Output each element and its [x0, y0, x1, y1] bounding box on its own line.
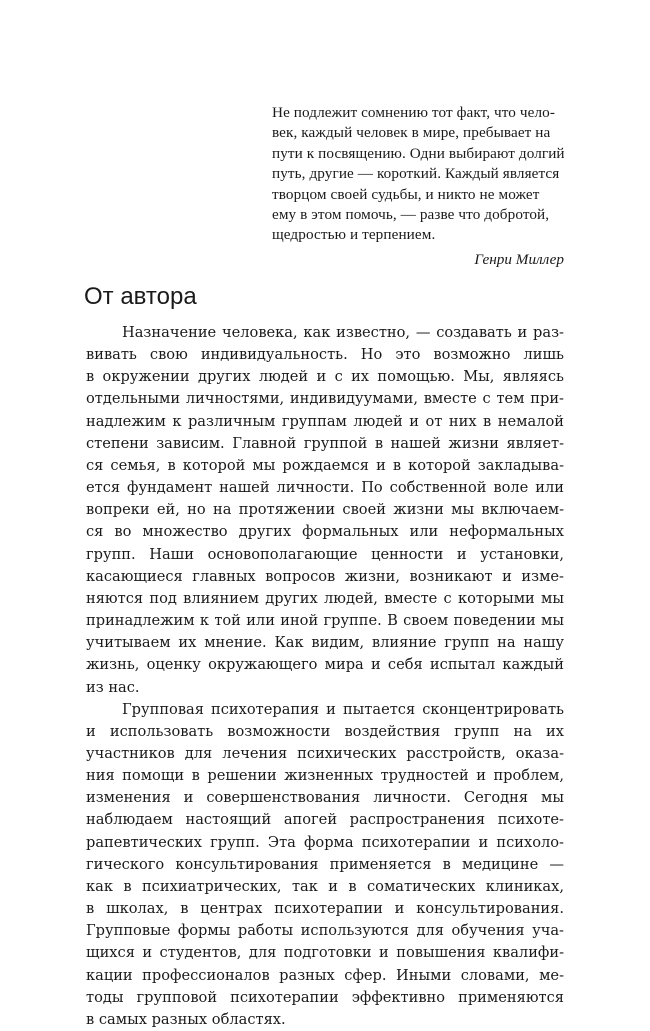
text-line: щихся и студентов, для подготовки и повышения квалифи- [86, 944, 564, 962]
text-line: как в психиатрических, так и в соматических клиниках, [86, 877, 564, 895]
epigraph-line: век, каждый человек в мире, пребывает на [272, 124, 551, 142]
text-line: отдельными личностями, индивидуумами, вместе с тем при- [86, 390, 564, 408]
text-line: тоды групповой психотерапии эффективно применяются [86, 988, 564, 1006]
epigraph-author: Генри Миллер [474, 250, 564, 268]
text-line: няются под влиянием других людей, вместе с которыми мы [86, 589, 564, 607]
text-line: вопреки ей, но на протяжении своей жизни мы включаем- [86, 501, 564, 519]
text-line: вивать свою индивидуальность. Но это возможно лишь [86, 346, 564, 364]
text-line: рапевтических групп. Эта форма психотерапии и психоло- [86, 833, 564, 851]
text-line: принадлежим к той или иной группе. В своем поведении мы [86, 612, 564, 630]
text-line: учитываем их мнение. Как видим, влияние групп на нашу [86, 634, 564, 652]
paragraph-1 [86, 322, 564, 699]
epigraph-line: пути к посвящению. Одни выбирают долгий [272, 144, 565, 162]
epigraph-line: путь, другие — короткий. Каждый является [272, 165, 560, 183]
epigraph-line: творцом своей судьбы, и никто не может [272, 185, 540, 203]
text-line: участников для лечения психических расстройств, оказа- [86, 744, 564, 762]
body-text [86, 322, 564, 1031]
epigraph-line: ему в этом помочь, — разве что добротой, [272, 206, 550, 224]
text-line: в окружении других людей и с их помощью. Мы, являясь [86, 368, 564, 386]
paragraph-2 [86, 699, 564, 1031]
text-line: групп. Наши основополагающие ценности и установки, [86, 545, 564, 563]
section-heading: От автора [84, 283, 197, 310]
text-line: изменения и совершенствования личности. Сегодня мы [86, 789, 564, 807]
text-line: ется фундамент нашей личности. По собственной воле или [86, 479, 564, 497]
text-line: в школах, в центрах психотерапии и консультирования. [86, 900, 564, 918]
text-line: надлежим к различным группам людей и от них в немалой [86, 412, 564, 430]
epigraph [272, 103, 564, 270]
text-line: Групповая психотерапия и пытается сконцентрировать [122, 700, 564, 718]
text-line: из нас. [86, 678, 140, 696]
text-line: Групповые формы работы используются для обучения уча- [86, 922, 564, 940]
text-line: наблюдаем настоящий апогей распространения психоте- [86, 811, 564, 829]
text-line: ния помощи в решении жизненных трудностей и проблем, [86, 767, 564, 785]
text-line: и использовать возможности воздействия групп на их [86, 722, 564, 740]
text-line: ся во множество других формальных или неформальных [86, 523, 564, 541]
text-line: касающиеся главных вопросов жизни, возникают и изме- [86, 567, 564, 585]
text-line: жизнь, оценку окружающего мира и себя испытал каждый [86, 656, 564, 674]
text-line: ся семья, в которой мы рождаемся и в которой закладыва- [86, 456, 564, 474]
epigraph-line: Не подлежит сомнению тот факт, что чело- [272, 104, 556, 121]
text-line: кации профессионалов разных сфер. Иными словами, ме- [86, 966, 564, 984]
text-line: степени зависим. Главной группой в нашей жизни являет- [86, 434, 564, 452]
epigraph-line: щедростью и терпением. [272, 226, 436, 244]
text-line: в самых разных областях. [86, 1010, 286, 1028]
text-line: гического консультирования применяется в медицине — [86, 855, 564, 873]
text-line: Назначение человека, как известно, — создавать и раз- [122, 324, 564, 341]
